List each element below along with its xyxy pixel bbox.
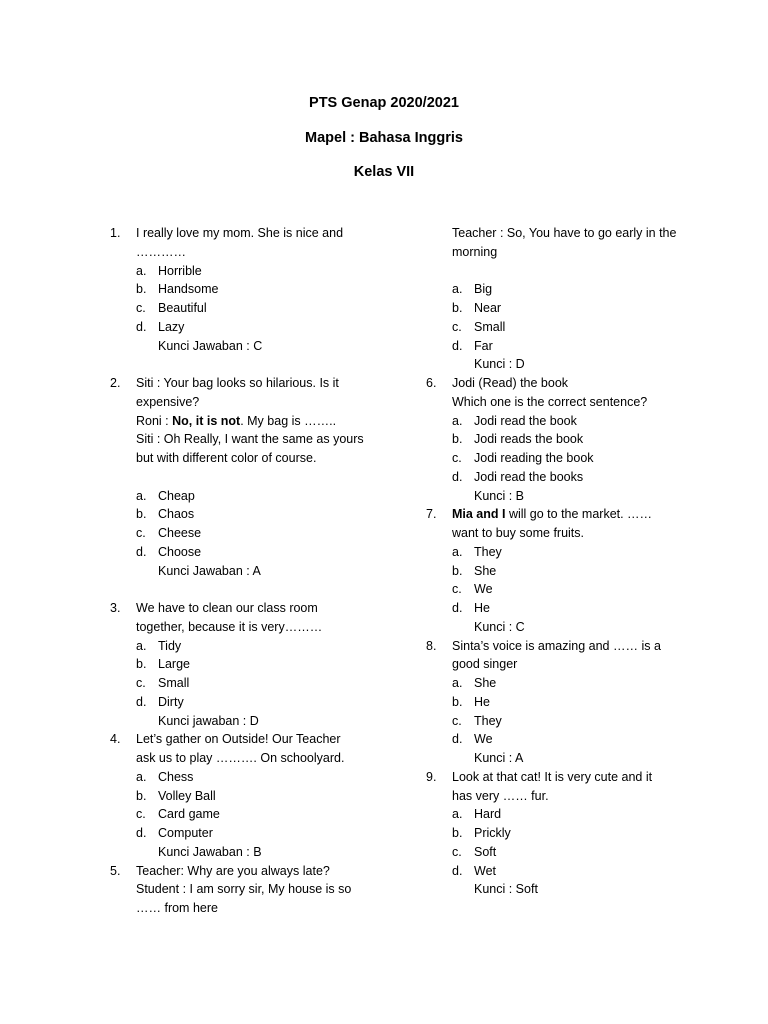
option-b [110,655,370,674]
question-text: Teacher: Why are you always late? [136,863,330,878]
question-number: 8. [426,638,437,653]
question-5-continued [426,224,686,374]
question-7 [426,505,686,636]
question-text: I really love my mom. She is nice and [136,226,344,240]
option-text: Far [474,338,493,353]
option-b [426,824,686,843]
option-text: Computer [158,826,213,840]
option-b [426,430,686,449]
option-c [426,318,686,337]
question-number: 1. [110,226,121,240]
option-letter: a. [136,769,147,784]
option-text: Tidy [158,638,182,653]
option-c [426,712,686,731]
option-text: Handsome [158,282,219,297]
option-text: Volley Ball [158,788,216,803]
option-text: Jodi read the books [474,469,584,484]
question-8 [426,637,686,768]
grade-heading: Kelas VII [353,164,415,180]
option-text: Soft [474,844,497,859]
option-text: Chess [158,769,194,784]
option-a [110,637,370,656]
option-letter: a. [452,807,463,822]
option-d [426,730,686,749]
question-4 [110,730,370,861]
question-text: but with different color of course. [136,451,317,465]
option-text: Hard [474,807,502,822]
bold-phrase: Mia and I [452,507,506,522]
option-letter: d. [136,319,147,334]
option-letter: c. [452,713,462,728]
option-letter: d. [136,694,147,709]
option-a [110,487,370,506]
option-a [426,280,686,299]
option-letter: b. [136,507,147,522]
question-1 [110,224,370,355]
option-d [426,599,686,618]
option-d [426,337,686,356]
question-text: We have to clean our class room [136,601,318,615]
option-letter: a. [136,638,147,653]
option-b [110,787,370,806]
option-text: She [474,563,497,578]
option-letter: c. [452,582,462,597]
option-text: Horrible [158,263,202,278]
option-letter: a. [452,413,463,428]
option-letter: b. [452,563,463,578]
option-text: Jodi reading the book [474,451,594,465]
question-text: Student : I am sorry sir, My house is so [136,882,352,897]
option-a [426,412,686,431]
question-text: together, because it is very……… [136,619,323,634]
question-text: Jodi (Read) the book [452,376,569,390]
option-letter: a. [452,544,463,559]
option-text: She [474,676,497,690]
question-text: Siti : Your bag looks so hilarious. Is it [136,376,339,390]
option-c [426,580,686,599]
option-letter: b. [136,282,147,297]
question-6 [426,374,686,505]
option-letter: c. [452,319,462,334]
answer-key: Kunci : B [474,488,525,503]
option-text: Prickly [474,826,511,840]
option-b [426,693,686,712]
question-text [136,412,336,431]
question-text: …… from here [136,901,218,915]
option-c [426,449,686,468]
question-number: 4. [110,732,121,747]
option-letter: b. [452,301,463,315]
option-a [426,674,686,693]
option-a [426,805,686,824]
question-text: Let’s gather on Outside! Our Teacher [136,732,341,747]
option-letter: c. [136,807,146,822]
subject-heading: Mapel : Bahasa Inggris [305,130,463,146]
question-text: Sinta’s voice is amazing and …… is a [452,638,661,653]
question-text [452,505,652,524]
question-text: Siti : Oh Really, I want the same as yours [136,432,364,447]
option-letter: d. [452,469,463,484]
option-text: He [474,694,490,709]
option-a [426,543,686,562]
option-letter: b. [136,788,147,803]
option-text: Jodi reads the book [474,432,584,447]
question-text: morning [452,244,498,259]
option-d [426,468,686,487]
option-b [426,562,686,581]
option-letter: c. [136,676,146,690]
question-text: expensive? [136,394,200,409]
page-title: PTS Genap 2020/2021 [309,95,459,111]
option-c [110,524,370,543]
question-text: Teacher : So, You have to go early in the [452,226,677,240]
option-c [110,805,370,824]
option-d [426,862,686,881]
question-text: Look at that cat! It is very cute and it [452,769,653,784]
option-b [110,505,370,524]
option-letter: a. [136,263,147,278]
question-number: 5. [110,863,121,878]
question-text: ………… [136,244,186,259]
question-number: 6. [426,376,437,390]
option-c [426,843,686,862]
option-text: Wet [474,863,496,878]
question-text: Which one is the correct sentence? [452,394,648,409]
option-d [110,693,370,712]
option-text: Large [158,657,190,672]
answer-key: Kunci Jawaban : B [158,844,262,859]
option-letter: d. [136,544,147,559]
question-number: 7. [426,507,437,522]
option-letter: a. [452,676,463,690]
left-column [110,224,370,918]
option-letter: b. [452,826,463,840]
question-9 [426,768,686,899]
option-letter: d. [136,826,147,840]
option-b [426,299,686,318]
option-text: They [474,713,502,728]
option-letter: c. [452,844,462,859]
option-text: Jodi read the book [474,413,577,428]
question-number: 3. [110,601,121,615]
option-d [110,318,370,337]
option-text: They [474,544,502,559]
option-text: Choose [158,544,202,559]
option-letter: d. [452,732,463,747]
question-number: 9. [426,769,437,784]
option-d [110,824,370,843]
option-a [110,262,370,281]
option-text: Card game [158,807,220,822]
question-text: has very …… fur. [452,788,549,803]
option-text: Cheese [158,526,202,540]
dialog-speaker: Roni : [136,413,173,428]
option-c [110,299,370,318]
option-text: Dirty [158,694,184,709]
option-letter: a. [136,488,147,503]
question-text-rest: will go to the market. …… [505,507,653,522]
answer-key: Kunci Jawaban : A [158,563,261,578]
question-2 [110,374,370,580]
option-text: Big [474,282,493,297]
option-text: Small [158,676,190,690]
question-text: want to buy some fruits. [452,526,585,540]
option-text: We [474,582,493,597]
option-letter: c. [136,526,146,540]
option-letter: d. [452,601,463,615]
answer-key: Kunci : A [474,751,524,765]
answer-key: Kunci : C [474,619,525,634]
option-letter: a. [452,282,463,297]
answer-key: Kunci : D [474,357,525,372]
bold-phrase: No, it is not [172,413,241,428]
option-letter: d. [452,863,463,878]
question-text: good singer [452,657,518,672]
option-letter: c. [452,451,462,465]
question-text: ask us to play ………. On schoolyard. [136,751,345,765]
option-text: We [474,732,493,747]
option-c [110,674,370,693]
question-3 [110,599,370,730]
option-text: Lazy [158,319,185,334]
answer-key: Kunci Jawaban : C [158,338,263,353]
answer-key: Kunci jawaban : D [158,713,259,728]
right-column [426,224,686,899]
answer-key: Kunci : Soft [474,882,538,897]
option-text: Cheap [158,488,195,503]
option-d [110,543,370,562]
option-letter: b. [452,432,463,447]
dialog-text: . My bag is …….. [240,413,337,428]
question-5 [110,862,370,918]
option-text: Chaos [158,507,195,522]
option-letter: b. [452,694,463,709]
option-text: He [474,601,490,615]
option-text: Near [474,301,502,315]
option-letter: d. [452,338,463,353]
option-a [110,768,370,787]
option-text: Beautiful [158,301,207,315]
option-text: Small [474,319,506,334]
question-number: 2. [110,376,121,390]
option-b [110,280,370,299]
option-letter: c. [136,301,146,315]
option-letter: b. [136,657,147,672]
